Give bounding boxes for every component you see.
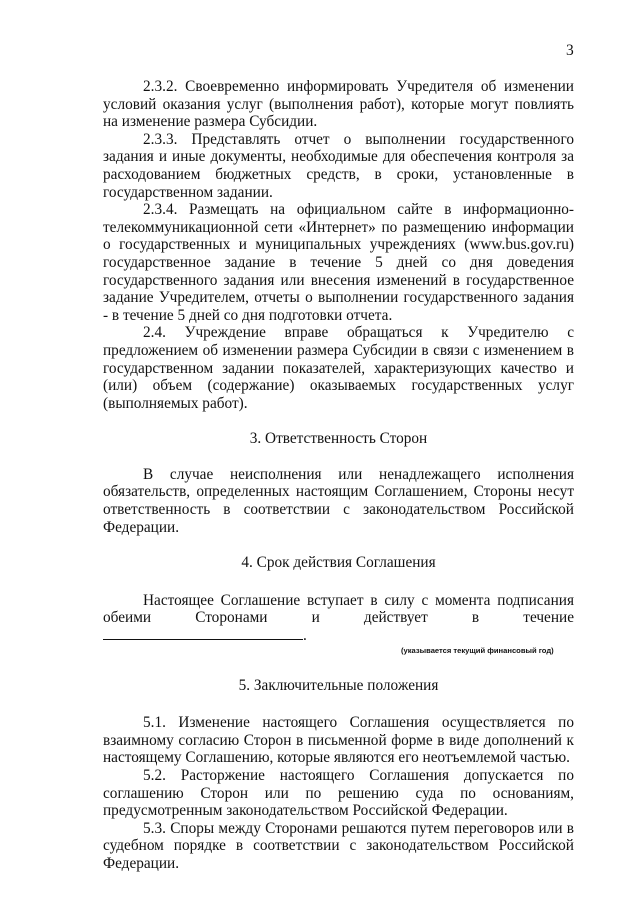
paragraph-2-3-4: 2.3.4. Размещать на официальном сайте в информационно-телекоммуникационной сети «Интернет» по размещению информации о государственных и муниципальных учреждениях (www.bus.gov.ru) государственное задание в течение 5 дней со дня доведения государственного задания или внесения изменений в государственное задание Учредителем, отчеты о выполнении государственного задания - в течение 5 дней со дня подготовки отчета. bbox=[103, 201, 574, 324]
section-3-heading: 3. Ответственность Сторон bbox=[249, 430, 428, 448]
paragraph-2-3-3: 2.3.3. Представлять отчет о выполнении государственного задания и иные документы, необходимые для обеспечения контроля за расходованием бюджетных средств, в сроки, установленные в государственном задании. bbox=[103, 130, 574, 201]
term-blank-line bbox=[103, 627, 303, 640]
section-4-heading: 4. Срок действия Соглашения bbox=[241, 554, 436, 572]
paragraph-section-4 bbox=[103, 592, 574, 645]
term-note: (указывается текущий финансовый год) bbox=[401, 645, 554, 655]
paragraph-2-3-2: 2.3.2. Своевременно информировать Учредителя об изменении условий оказания услуг (выполнения работ), которые могут повлиять на изменение размера Субсидии. bbox=[103, 78, 574, 131]
paragraph-5-1: 5.1. Изменение настоящего Соглашения осуществляется по взаимному согласию Сторон в письменной форме в виде дополнений к настоящему Соглашению, которые являются его неотъемлемой частью. bbox=[103, 714, 574, 767]
paragraph-section-3: В случае неисполнения или ненадлежащего исполнения обязательств, определенных настоящим Соглашением, Стороны несут ответственность в соответствии с законодательством Российской Федерации. bbox=[103, 465, 574, 536]
section-4-text: Настоящее Соглашение вступает в силу с момента подписания обеими Сторонами и действует в течение bbox=[103, 591, 574, 627]
paragraph-2-4: 2.4. Учреждение вправе обращаться к Учредителю с предложением об изменении размера Субсидии в связи с изменением в государственном задании показателей, характеризующих качество и (или) объем (содержание) оказываемых государственных услуг (выполняемых работ). bbox=[103, 324, 574, 412]
page-number: 3 bbox=[566, 42, 574, 59]
section-5-heading: 5. Заключительные положения bbox=[238, 676, 439, 694]
term-blank-end: . bbox=[303, 627, 307, 645]
paragraph-5-2: 5.2. Расторжение настоящего Соглашения допускается по соглашению Сторон или по решению суда по основаниям, предусмотренным законодательством Российской Федерации. bbox=[103, 767, 574, 820]
paragraph-5-3: 5.3. Споры между Сторонами решаются путем переговоров или в судебном порядке в соответствии с законодательством Российской Федерации. bbox=[103, 819, 574, 872]
document-body bbox=[103, 78, 574, 873]
